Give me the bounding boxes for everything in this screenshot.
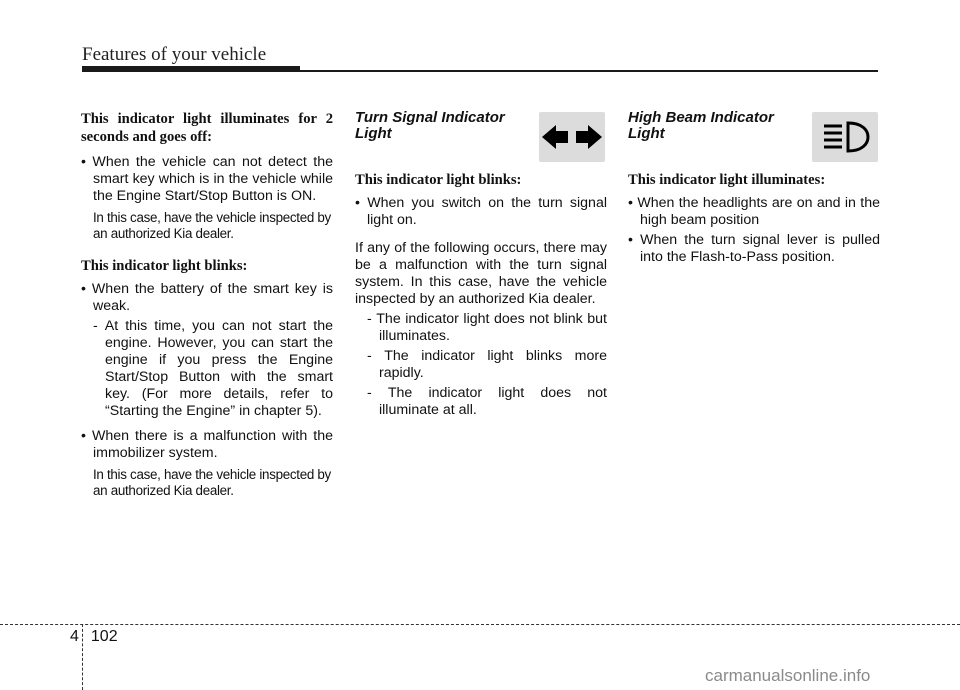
intro-high-beam: This indicator light illuminates: — [628, 172, 826, 188]
intro-turn-blinks: This indicator light blinks: — [355, 172, 522, 188]
page-number — [70, 628, 118, 646]
sub-blinks-rapidly: - The indicator light blinks more rapidly. — [355, 348, 607, 382]
heading-high-beam: High Beam Indicator Light — [628, 109, 774, 142]
chapter-number: 4 — [70, 628, 79, 645]
watermark: carmanualsonline.info — [705, 666, 871, 685]
page-number-value: 102 — [90, 628, 118, 645]
intro-illuminates: This indicator light illuminates for 2 seconds and goes off: — [81, 111, 333, 145]
column-smart-key-indicator — [81, 110, 333, 499]
header-rule-thick — [82, 66, 300, 72]
bullet-flash-to-pass: • When the turn signal lever is pulled into the Flash-to-Pass position. — [628, 232, 880, 266]
sub-does-not-blink: - The indicator light does not blink but illuminates. — [355, 311, 607, 345]
note-inspect-dealer: In this case, have the vehicle inspected by an authorized Kia dealer. — [93, 210, 331, 241]
heading-turn-signal: Turn Signal Indicator Light — [355, 109, 505, 142]
bullet-switch-turn-signal: • When you switch on the turn signal light on. — [355, 195, 607, 229]
high-beam-icon — [812, 112, 878, 162]
bullet-no-key-detected: • When the vehicle can not detect the smart key which is in the vehicle while the Engine Start/Stop Button is ON. — [81, 154, 333, 205]
note-inspect-dealer-2: In this case, have the vehicle inspected by an authorized Kia dealer. — [93, 467, 331, 498]
bullet-battery-weak: • When the battery of the smart key is weak. — [81, 281, 333, 315]
footer-rule — [0, 624, 960, 625]
bullet-immobilizer-malfunction: • When there is a malfunction with the immobilizer system. — [81, 428, 333, 462]
sub-does-not-illuminate: - The indicator light does not illuminate at all. — [355, 385, 607, 419]
page-header-title: Features of your vehicle — [82, 44, 267, 65]
sub-start-engine-info: - At this time, you can not start the engine. However, you can start the engine if you press the Engine Start/Stop Button with the smart key. (For more details, refer to “Starting the Engine” in chapter 5). — [81, 318, 333, 420]
turn-signal-arrows-icon — [539, 112, 605, 162]
para-malfunction: If any of the following occurs, there may be a malfunction with the turn signal system. In this case, have the vehicle inspected by an authorized Kia dealer. — [355, 240, 607, 307]
bullet-headlights-high-beam: • When the headlights are on and in the high beam position — [628, 195, 880, 229]
header-rule-thin — [300, 70, 878, 72]
intro-blinks: This indicator light blinks: — [81, 258, 248, 274]
